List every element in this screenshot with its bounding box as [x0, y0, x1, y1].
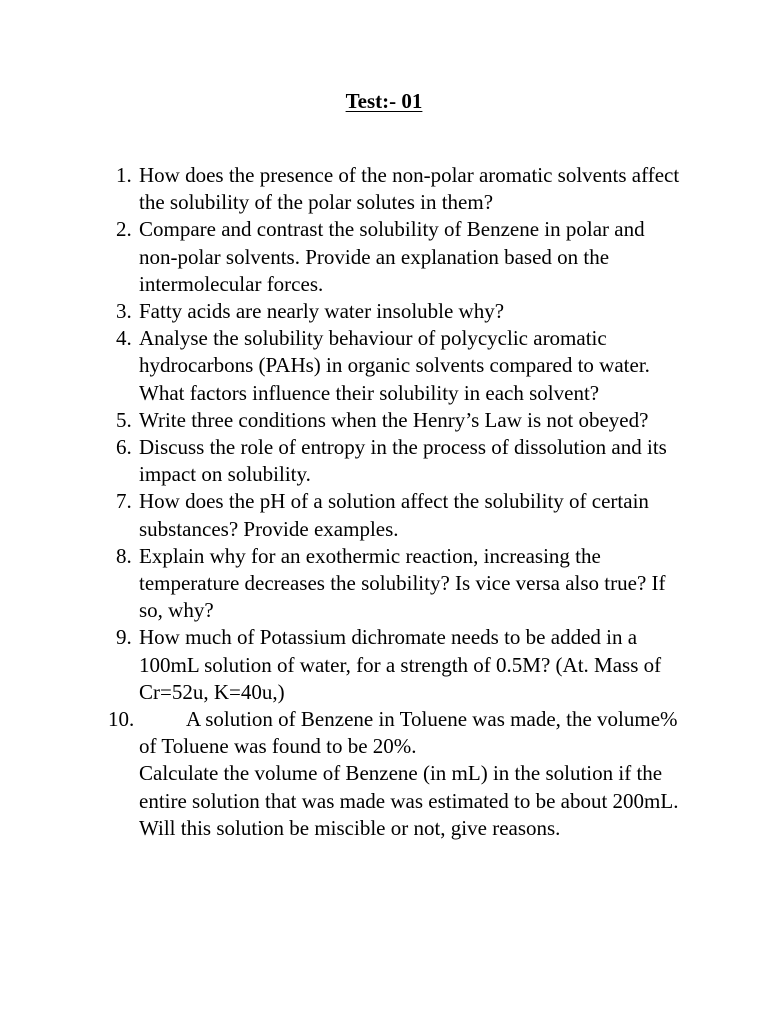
question-text: How much of Potassium dichromate needs to be added in a 100mL solution of water, for a strength of 0.5M? (At. Mass of Cr=52u, K=40u,): [139, 625, 662, 704]
question-number: 4.: [116, 326, 132, 351]
question-number: 5.: [116, 407, 132, 432]
question-item: [0, 216, 684, 298]
question-text: Write three conditions when the Henry’s Law is not obeyed?: [139, 407, 649, 432]
question-item: [0, 624, 684, 706]
question-text: Analyse the solubility behaviour of polycyclic aromatic hydrocarbons (PAHs) in organic solvents compared to water. What factors influence their solubility in each solvent?: [139, 326, 650, 405]
question-item: [0, 543, 684, 625]
question-item: [0, 434, 684, 488]
question-number: 6.: [116, 435, 132, 460]
question-text: Explain why for an exothermic reaction, increasing the temperature decreases the solubility? Is vice versa also true? If so, why?: [139, 543, 666, 623]
question-number: 8.: [116, 543, 132, 568]
question-text: Compare and contrast the solubility of Benzene in polar and non-polar solvents. Provide an explanation based on the intermolecular forces.: [139, 217, 645, 296]
question-item: [0, 407, 684, 434]
question-number: 7.: [116, 489, 132, 514]
question-text: Discuss the role of entropy in the process of dissolution and its impact on solubility.: [139, 435, 667, 487]
question-item: [0, 488, 684, 542]
question-text: A solution of Benzene in Toluene was made, the volume% of Toluene was found to be 20%.: [139, 707, 678, 759]
title-text: Test:- 01: [345, 89, 423, 113]
question-number: 1.: [116, 163, 132, 187]
question-item: [0, 325, 684, 407]
question-number: 9.: [116, 625, 132, 650]
question-number: 3.: [116, 299, 132, 324]
question-item: [0, 298, 684, 325]
page-title: [0, 88, 768, 115]
question-continuation: Calculate the volume of Benzene (in mL) in the solution if the entire solution that was made was estimated to be about 200mL. Will this solution be miscible or not, give reasons.: [139, 761, 679, 840]
question-list: [0, 162, 768, 842]
question-number: 10.: [108, 707, 135, 732]
question-item: [0, 706, 684, 842]
question-text: How does the presence of the non-polar aromatic solvents affect the solubility of the polar solutes in them?: [139, 163, 680, 215]
question-text: How does the pH of a solution affect the solubility of certain substances? Provide examples.: [139, 489, 649, 541]
question-number: 2.: [116, 217, 132, 242]
question-text: Fatty acids are nearly water insoluble why?: [139, 299, 505, 324]
question-item: [0, 162, 684, 216]
